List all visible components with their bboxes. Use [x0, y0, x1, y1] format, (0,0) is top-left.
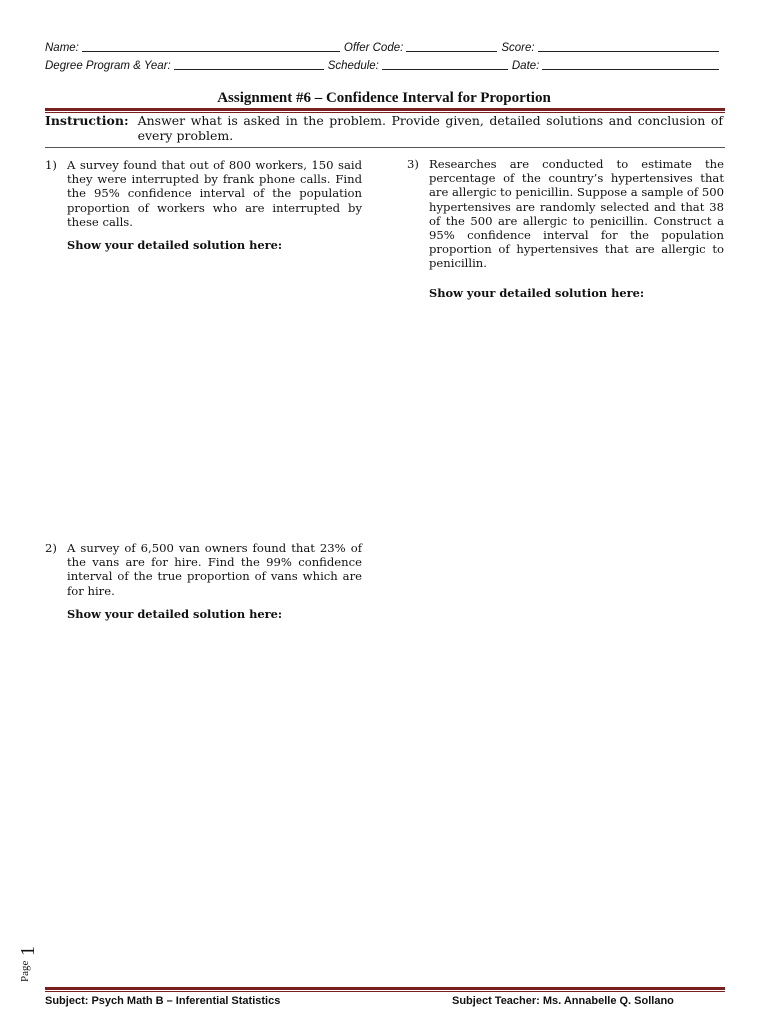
title-divider — [45, 108, 725, 111]
problem-number: 3) — [407, 157, 419, 171]
header-row-1 — [45, 40, 723, 54]
header-row-2 — [45, 58, 723, 72]
instruction-label: Instruction: — [45, 113, 129, 128]
page-indicator — [10, 938, 40, 983]
instruction — [45, 113, 723, 143]
schedule-label: Schedule: — [327, 60, 379, 72]
solution-label: Show your detailed solution here: — [67, 606, 283, 621]
problem-text: A survey of 6,500 van owners found that 23% of the vans are for hire. Find the 99% confidence interval of the true proportion of vans which are for hire. — [67, 541, 362, 598]
instruction-text: Answer what is asked in the problem. Provide given, detailed solutions and conclusion of every problem. — [137, 113, 723, 143]
footer-divider-thin — [45, 991, 725, 992]
score-label: Score: — [501, 42, 535, 54]
name-label: Name: — [45, 42, 79, 54]
offer-code-field[interactable] — [406, 40, 497, 52]
problem-text: A survey found that out of 800 workers, 150 said they were interrupted by frank phone calls. Find the 95% confidence interval of the population proportion of workers who are interrupted by these calls. — [67, 158, 362, 229]
degree-program-label: Degree Program & Year: — [45, 60, 171, 72]
problem-2 — [45, 541, 362, 621]
problem-text: Researches are conducted to estimate the percentage of the country’s hypertensives that are allergic to penicillin. Suppose a sample of 500 hypertensives are randomly selected and that 38 of the 500 are allergic to penicillin. Construct a 95% confidence interval for the population proportion of hypertensives that are allergic to penicillin. — [429, 157, 724, 271]
assignment-title: Assignment #6 – Confidence Interval for Proportion — [217, 90, 551, 106]
page-label: Page — [19, 960, 31, 982]
solution-label: Show your detailed solution here: — [429, 285, 645, 300]
solution-label: Show your detailed solution here: — [67, 238, 283, 253]
problem-1 — [45, 158, 362, 252]
date-label: Date: — [511, 60, 540, 72]
footer-teacher: Subject Teacher: Ms. Annabelle Q. Sollano — [452, 995, 674, 1007]
footer-divider — [45, 987, 725, 990]
problem-3 — [407, 157, 724, 300]
date-field[interactable] — [542, 58, 719, 70]
footer-subject: Subject: Psych Math B – Inferential Statistics — [45, 995, 281, 1007]
problem-number: 2) — [45, 541, 57, 555]
instruction-divider — [45, 147, 725, 148]
degree-program-field[interactable] — [174, 58, 324, 70]
offer-code-label: Offer Code: — [343, 42, 404, 54]
score-field[interactable] — [538, 40, 719, 52]
schedule-field[interactable] — [382, 58, 508, 70]
name-field[interactable] — [82, 40, 340, 52]
problem-number: 1) — [45, 158, 57, 172]
page-number: 1 — [17, 946, 39, 956]
